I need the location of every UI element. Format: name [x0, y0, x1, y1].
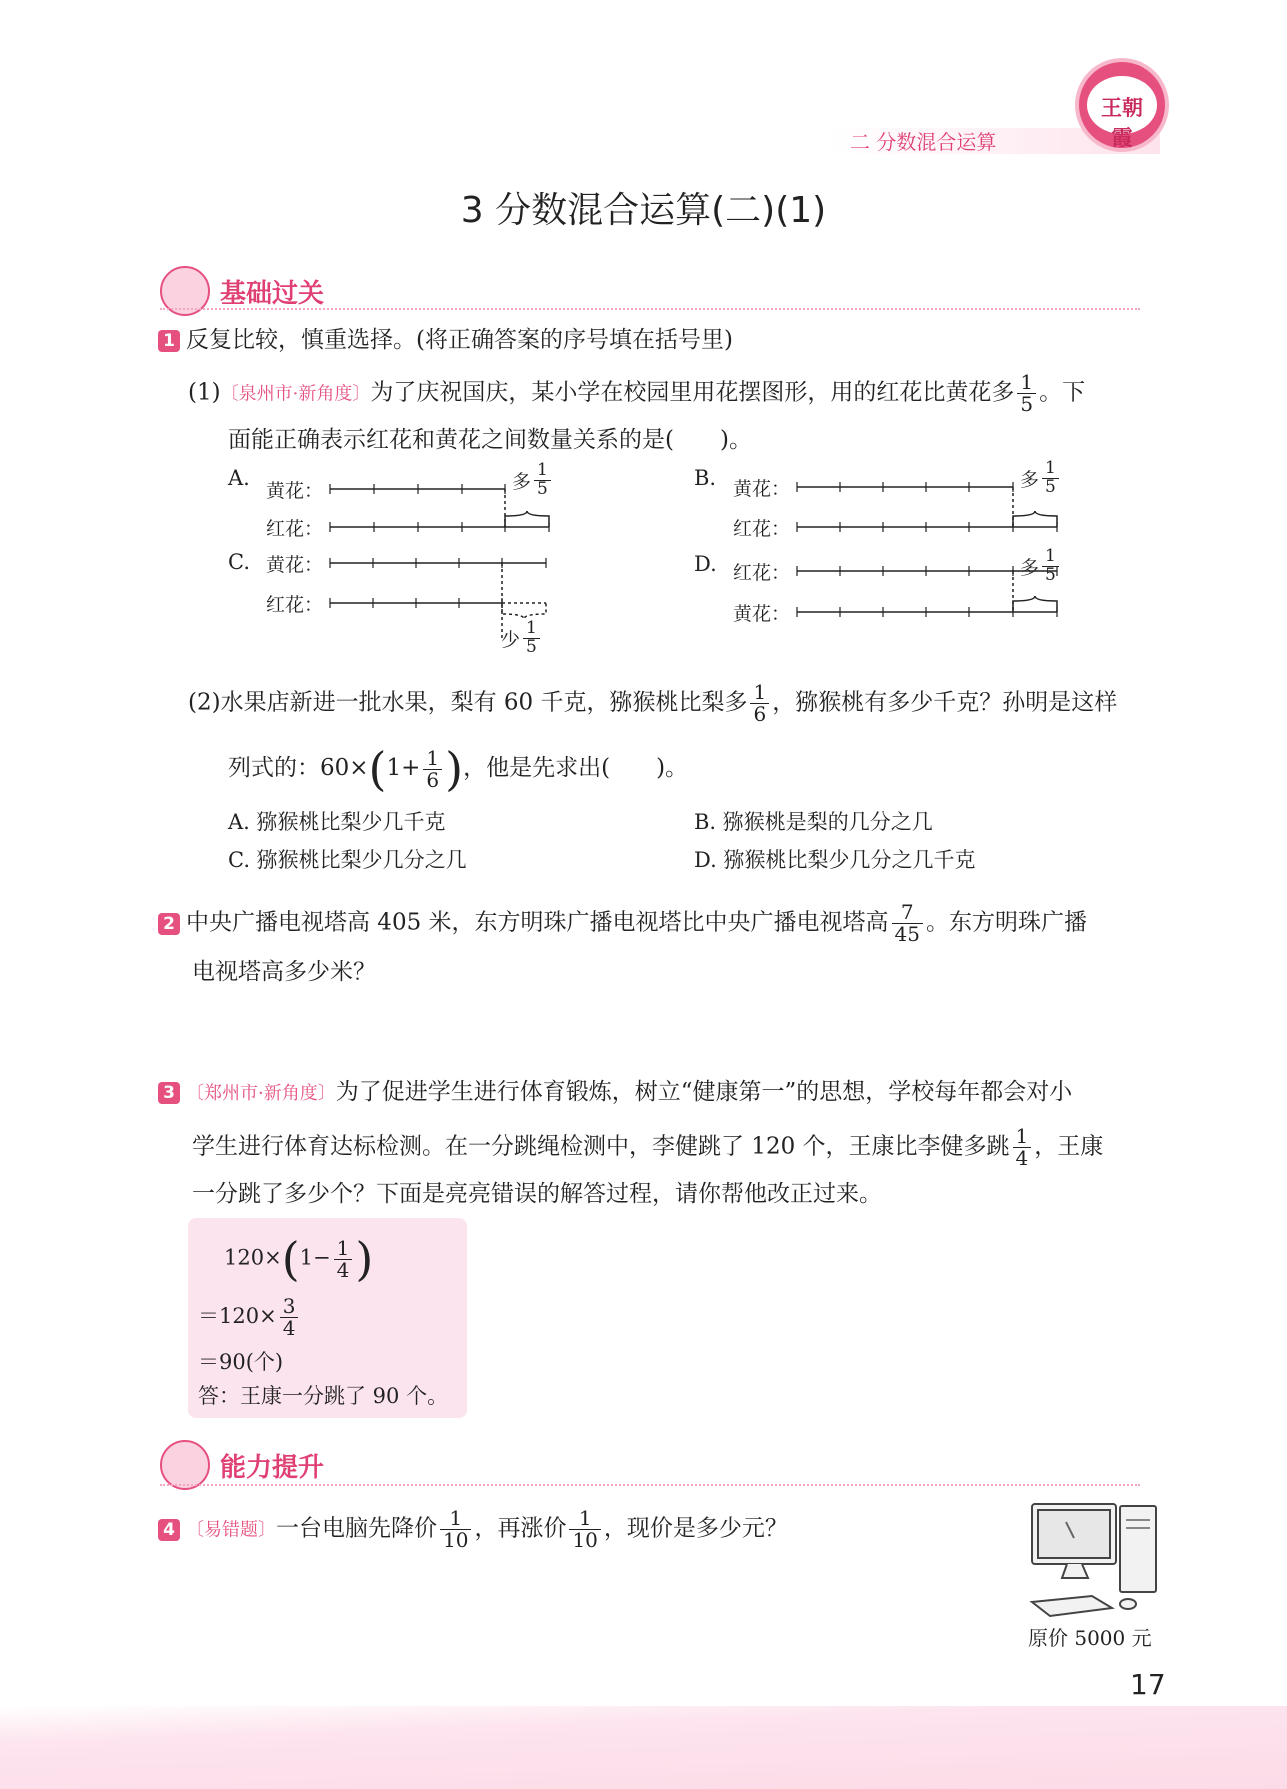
q1-p1-text1: 为了庆祝国庆，某小学在校园里用花摆图形，用的红花比黄花多 — [370, 379, 1015, 406]
section-header-advanced — [160, 1440, 324, 1490]
opt-b-row1: 黄花： — [733, 478, 791, 500]
q1-p2-option-d: D. 猕猴桃比梨少几分之几千克 — [694, 848, 976, 872]
opt-d-row2: 黄花： — [733, 603, 791, 625]
opt-d-note: 多 $\frac{1}{5}$ — [1020, 548, 1062, 585]
q3-line2: 学生进行体育达标检测。在一分跳绳检测中，李健跳了 120 个，王康比李健多跳 $\frac{1}{4}$ ，王康 — [192, 1124, 1104, 1170]
q4-tag: 〔易错题〕 — [186, 1519, 276, 1541]
q2-line2: 电视塔高多少米？ — [192, 959, 376, 985]
computer-icon — [1022, 1498, 1162, 1628]
q1-part1-line2: 面能正确表示红花和黄花之间数量关系的是( )。 — [228, 427, 752, 453]
q2-line1: 2 中央广播电视塔高 405 米，东方明珠广播电视塔比中央广播电视塔高 $\frac{7}{45}$ 。东方明珠广播 — [158, 902, 1087, 945]
opt-d-letter: D. — [694, 552, 717, 576]
q4-line1: 4 〔易错题〕一台电脑先降价 $\frac{1}{10}$ ，再涨价 $\frac{1}{10}$ ，现价是多少元？ — [158, 1508, 788, 1551]
q1-text: 反复比较，慎重选择。(将正确答案的序号填在括号里) — [186, 327, 733, 353]
work-line3: ＝90(个) — [198, 1350, 284, 1374]
q1-p1-text2: 。下 — [1039, 379, 1086, 406]
q3-line3: 一分跳了多少个？下面是亮亮错误的解答过程，请你帮他改正过来。 — [192, 1181, 882, 1207]
section-divider — [160, 1484, 1140, 1486]
opt-d-row1: 红花： — [733, 562, 791, 584]
q1-number: 1 — [158, 330, 180, 352]
page-title: 3 分数混合运算(二)(1) — [460, 190, 827, 231]
opt-a-note: 多 $\frac{1}{5}$ — [512, 462, 554, 499]
header-section: 二 分数混合运算 — [850, 130, 997, 154]
opt-c-row2: 红花： — [266, 594, 324, 616]
opt-c-letter: C. — [228, 550, 250, 574]
q1-p1-frac: $\frac{1}{5}$ — [1017, 372, 1036, 415]
q3-line1: 3 〔郑州市·新角度〕为了促进学生进行体育锻炼，树立“健康第一”的思想，学校每年都会对小 — [158, 1076, 1072, 1110]
q2-frac: $\frac{7}{45}$ — [892, 902, 923, 945]
q1-part2-line1: (2)水果店新进一批水果，梨有 60 千克，猕猴桃比梨多 $\frac{1}{6}$ ，猕猴桃有多少千克？孙明是这样 — [188, 680, 1118, 726]
opt-b-letter: B. — [694, 466, 717, 490]
work-line2: ＝120× $\frac{3}{4}$ — [198, 1296, 301, 1339]
footer-band — [0, 1706, 1287, 1789]
q3-number: 3 — [158, 1082, 180, 1104]
opt-c-note: 少 $\frac{1}{5}$ — [501, 620, 543, 657]
q1-p1-tag: 〔泉州市·新角度〕 — [220, 383, 371, 405]
work-line4: 答：王康一分跳了 90 个。 — [198, 1384, 449, 1408]
q1-p1-label: (1) — [188, 379, 221, 406]
opt-a-letter: A. — [228, 466, 250, 490]
q2-number: 2 — [158, 913, 180, 935]
work-line1: 120×(1− $\frac{1}{4}$ ) — [224, 1232, 374, 1286]
q3-tag: 〔郑州市·新角度〕 — [186, 1083, 336, 1104]
q4-number: 4 — [158, 1519, 180, 1541]
q1-part2-line2: 列式的：60×(1+ $\frac{1}{6}$ )，他是先求出( )。 — [228, 742, 689, 796]
section-title-basic: 基础过关 — [220, 278, 325, 309]
page-number: 17 — [1130, 1668, 1166, 1701]
q1-p2-option-c: C. 猕猴桃比梨少几分之几 — [228, 848, 467, 872]
logo-text: 王朝霞 — [1101, 95, 1143, 150]
q3-frac: $\frac{1}{4}$ — [1013, 1126, 1032, 1169]
mascot-icon — [160, 1440, 210, 1490]
opt-b-note: 多 $\frac{1}{5}$ — [1020, 460, 1062, 497]
original-price: 原价 5000 元 — [1028, 1626, 1152, 1650]
opt-a-row2: 红花： — [266, 518, 324, 540]
q1-options-diagrams — [0, 0, 1287, 700]
opt-b-row2: 红花： — [733, 518, 791, 540]
q1-p2-option-a: A. 猕猴桃比梨少几千克 — [228, 810, 446, 834]
opt-c-row1: 黄花： — [266, 554, 324, 576]
q1-p2-option-b: B. 猕猴桃是梨的几分之几 — [694, 810, 933, 834]
q1-p2-frac: $\frac{1}{6}$ — [750, 682, 769, 725]
section-title-advanced: 能力提升 — [220, 1452, 325, 1483]
opt-a-row1: 黄花： — [266, 480, 324, 502]
